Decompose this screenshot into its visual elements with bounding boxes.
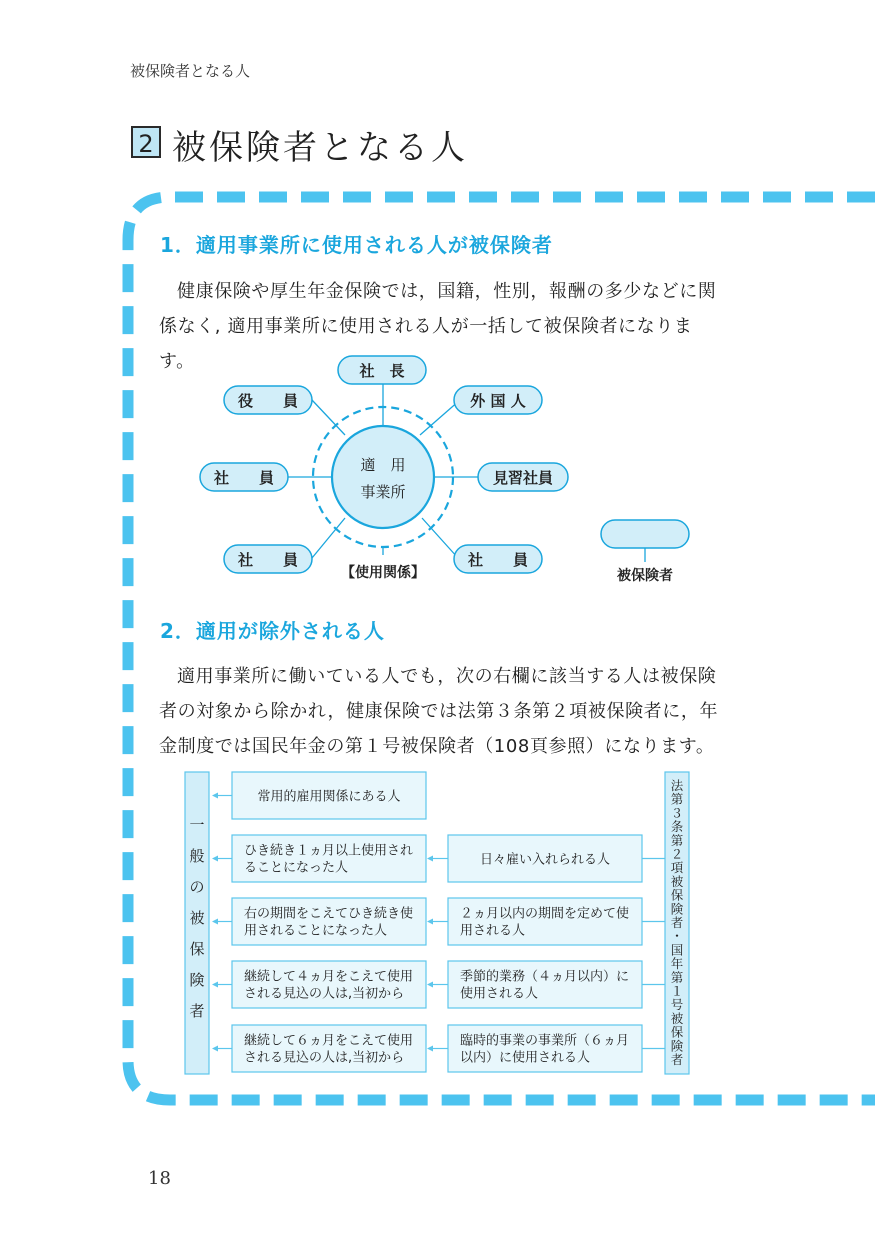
right-label-char: 年 xyxy=(670,956,684,972)
right-label-char: 項 xyxy=(670,860,684,876)
right-label-char: 被 xyxy=(670,873,684,889)
table-cell-text: 継続して６ヵ月をこえて使用 xyxy=(244,1033,414,1049)
right-label-char: 号 xyxy=(670,997,684,1013)
left-label-char: 般 xyxy=(189,847,205,865)
center-label-2: 事業所 xyxy=(360,483,406,501)
left-label-char: 一 xyxy=(189,816,205,834)
table-cell-text: 常用的雇用関係にある人 xyxy=(257,789,401,805)
right-label-char: 第 xyxy=(670,832,684,848)
table-rows xyxy=(212,772,665,1072)
right-label-char: 第 xyxy=(670,791,684,807)
right-label-char: 保 xyxy=(670,1024,684,1040)
running-head: 被保険者となる人 xyxy=(130,62,251,80)
table-cell-text: 日々雇い入れられる人 xyxy=(479,852,611,868)
table-cell-text: ２ヵ月以内の期間を定めて使 xyxy=(460,906,630,922)
right-label-char: 保 xyxy=(670,887,684,903)
left-label-char: 保 xyxy=(189,940,205,958)
right-label-char: 法 xyxy=(670,778,684,793)
table-cell-text: される見込の人は,当初から xyxy=(244,1050,405,1066)
table-cell-text: 季節的業務（４ヵ月以内）に xyxy=(460,969,630,985)
right-label-char: 被 xyxy=(670,1010,684,1026)
table-cell-text: 臨時的事業の事業所（６ヵ月 xyxy=(460,1033,630,1049)
paragraph-line: 金制度では国民年金の第１号被保険者（108頁参照）になります。 xyxy=(159,736,715,757)
left-label-char: 者 xyxy=(189,1002,205,1020)
node-top-label: 社 長 xyxy=(359,362,405,380)
node-right-label: 見習社員 xyxy=(492,469,554,487)
paragraph-line: 健康保険や厚生年金保険では，国籍，性別，報酬の多少などに関 xyxy=(177,281,717,302)
center-label-1: 適 用 xyxy=(360,456,406,474)
left-label-char: 険 xyxy=(189,971,205,989)
table-cell-text: 以内）に使用される人 xyxy=(460,1050,591,1066)
section-title: 被保険者となる人 xyxy=(172,128,468,168)
subsection-1-title: 1．適用事業所に使用される人が被保険者 xyxy=(160,233,553,257)
table-cell-text: される見込の人は,当初から xyxy=(244,986,405,1002)
right-label-char: 第 xyxy=(670,969,684,985)
subsection-2-title: 2．適用が除外される人 xyxy=(160,619,385,643)
right-label-char: ３ xyxy=(670,805,684,821)
node-top-left-label: 役 員 xyxy=(237,392,299,410)
left-label-char: の xyxy=(189,878,205,896)
paragraph-line: 係なく, 適用事業所に使用される人が一括して被保険者になります。 xyxy=(159,316,693,372)
right-label-char: ・ xyxy=(670,928,684,944)
right-label-char: １ xyxy=(670,983,684,999)
right-label-char: 険 xyxy=(670,901,684,917)
node-left-label: 社 員 xyxy=(213,469,275,487)
paragraph-line: 者の対象から除かれ，健康保険では法第３条第２項被保険者に，年 xyxy=(159,701,719,722)
table-cell-text: 使用される人 xyxy=(460,986,539,1002)
right-label-char: 者 xyxy=(670,1052,684,1067)
left-label-char: 被 xyxy=(189,909,205,927)
table-cell-text: 右の期間をこえてひき続き使 xyxy=(244,906,414,922)
table-cell-text: 用されることになった人 xyxy=(244,923,388,939)
table-cell-text: 用される人 xyxy=(460,923,526,939)
table-cell-text: 継続して４ヵ月をこえて使用 xyxy=(244,969,414,985)
section-number-box: 2 xyxy=(131,126,161,158)
right-label-chars xyxy=(671,778,684,1067)
right-label-char: ２ xyxy=(670,846,684,862)
page-number: 18 xyxy=(148,1168,171,1189)
right-label-char: 険 xyxy=(670,1038,684,1054)
right-label-char: 国 xyxy=(670,942,684,958)
node-bottom-right-label: 社 員 xyxy=(467,551,529,569)
paragraph-line: 適用事業所に働いている人でも，次の右欄に該当する人は被保険 xyxy=(177,666,717,687)
table-cell-text: ることになった人 xyxy=(244,860,349,876)
node-top-right-label: 外 国 人 xyxy=(470,392,526,410)
node-bottom-left-label: 社 員 xyxy=(237,551,299,569)
relation-label: 【使用関係】 xyxy=(341,565,425,581)
legend-label: 被保険者 xyxy=(617,568,673,584)
right-label-char: 条 xyxy=(670,819,684,835)
table-cell-text: ひき続き１ヵ月以上使用され xyxy=(244,843,414,859)
right-label-char: 者 xyxy=(670,915,684,930)
